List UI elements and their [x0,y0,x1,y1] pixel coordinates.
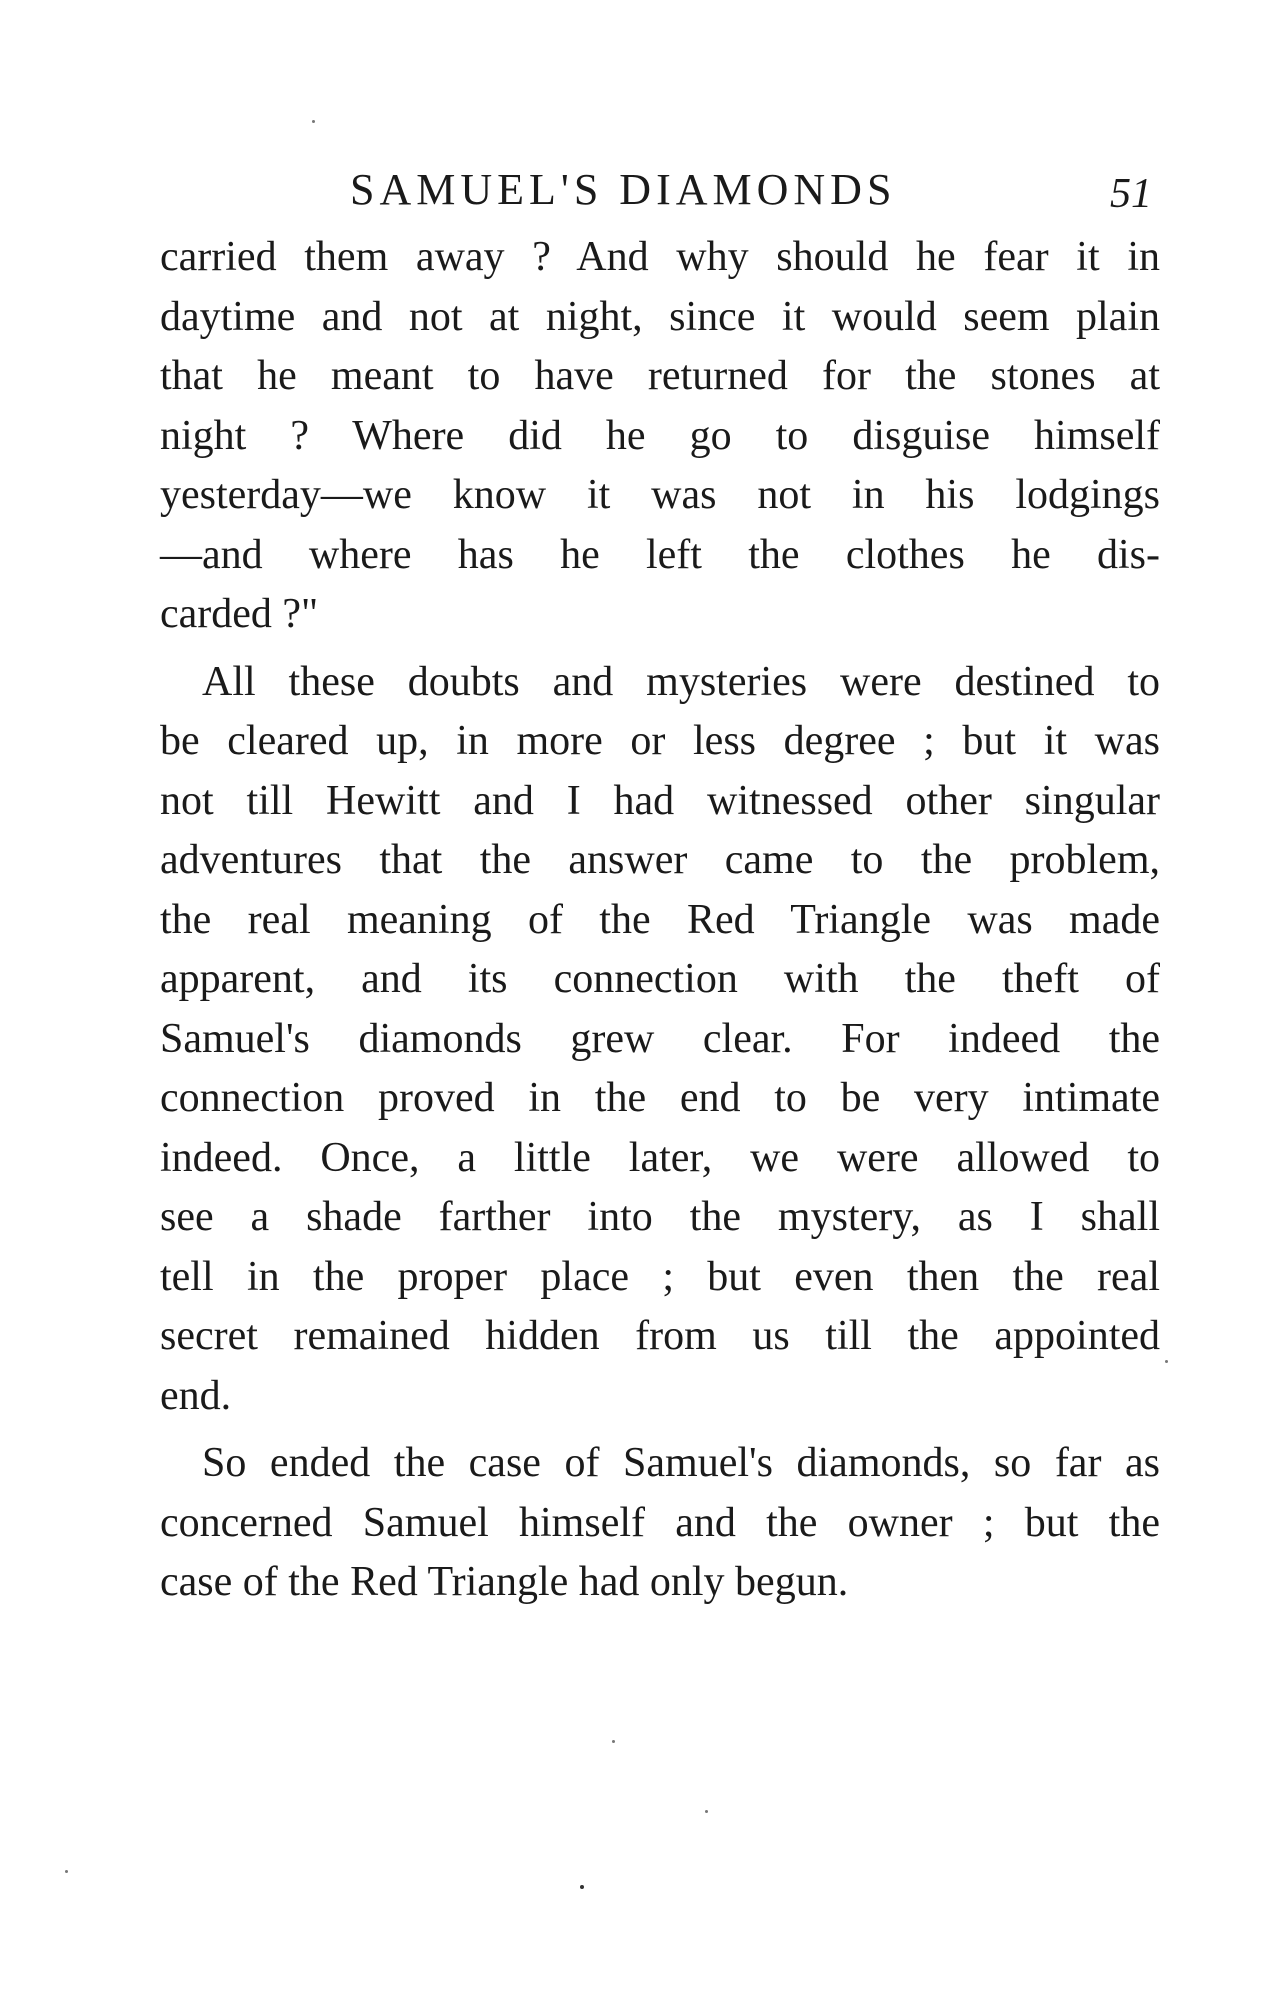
text-line: the real meaning of the Red Triangle was made [160,896,1160,943]
text-line: daytime and not at night, since it would seem plain [160,293,1160,340]
page-number: 51 [1110,171,1152,217]
page-header-title: SAMUEL'S DIAMONDS [350,165,897,214]
text-line: Samuel's diamonds grew clear. For indeed the [160,1015,1160,1062]
text-line: secret remained hidden from us till the appointed [160,1313,1160,1359]
text-line: that he meant to have returned for the stones at [160,353,1160,399]
text-line: indeed. Once, a little later, we were allowed to [160,1134,1160,1181]
text-line: carded ?" [160,591,319,637]
paragraph-3 [160,1434,1160,1613]
paragraph-1 [160,228,1160,645]
scan-speck [1165,1360,1168,1363]
scan-speck [705,1810,708,1813]
text-line: So ended the case of Samuel's diamonds, so far as [202,1440,1160,1486]
text-line: not till Hewitt and I had witnessed other singular [160,777,1160,824]
paragraph-2 [160,653,1160,1427]
text-line: tell in the proper place ; but even then the real [160,1253,1160,1300]
running-head [160,160,1160,220]
text-line: —and where has he left the clothes he dis- [160,531,1160,578]
text-line: carried them away ? And why should he fear it in [160,234,1160,280]
scan-speck [612,1740,615,1743]
text-line: connection proved in the end to be very intimate [160,1075,1160,1121]
scan-speck [65,1870,68,1873]
text-line: see a shade farther into the mystery, as I shall [160,1194,1160,1240]
text-line: night ? Where did he go to disguise himself [160,412,1160,459]
text-line: All these doubts and mysteries were destined to [202,658,1160,705]
text-line: case of the Red Triangle had only begun. [160,1559,849,1605]
body-text [160,228,1160,1613]
text-line: be cleared up, in more or less degree ; but it was [160,718,1160,764]
scan-speck [580,1885,584,1889]
scan-speck [312,120,315,123]
text-line: concerned Samuel himself and the owner ; but the [160,1499,1160,1546]
text-line: apparent, and its connection with the theft of [160,956,1160,1002]
text-line: end. [160,1372,232,1419]
text-line: yesterday—we know it was not in his lodgings [160,472,1160,518]
text-line: adventures that the answer came to the problem, [160,837,1160,883]
book-page [160,160,1160,1613]
